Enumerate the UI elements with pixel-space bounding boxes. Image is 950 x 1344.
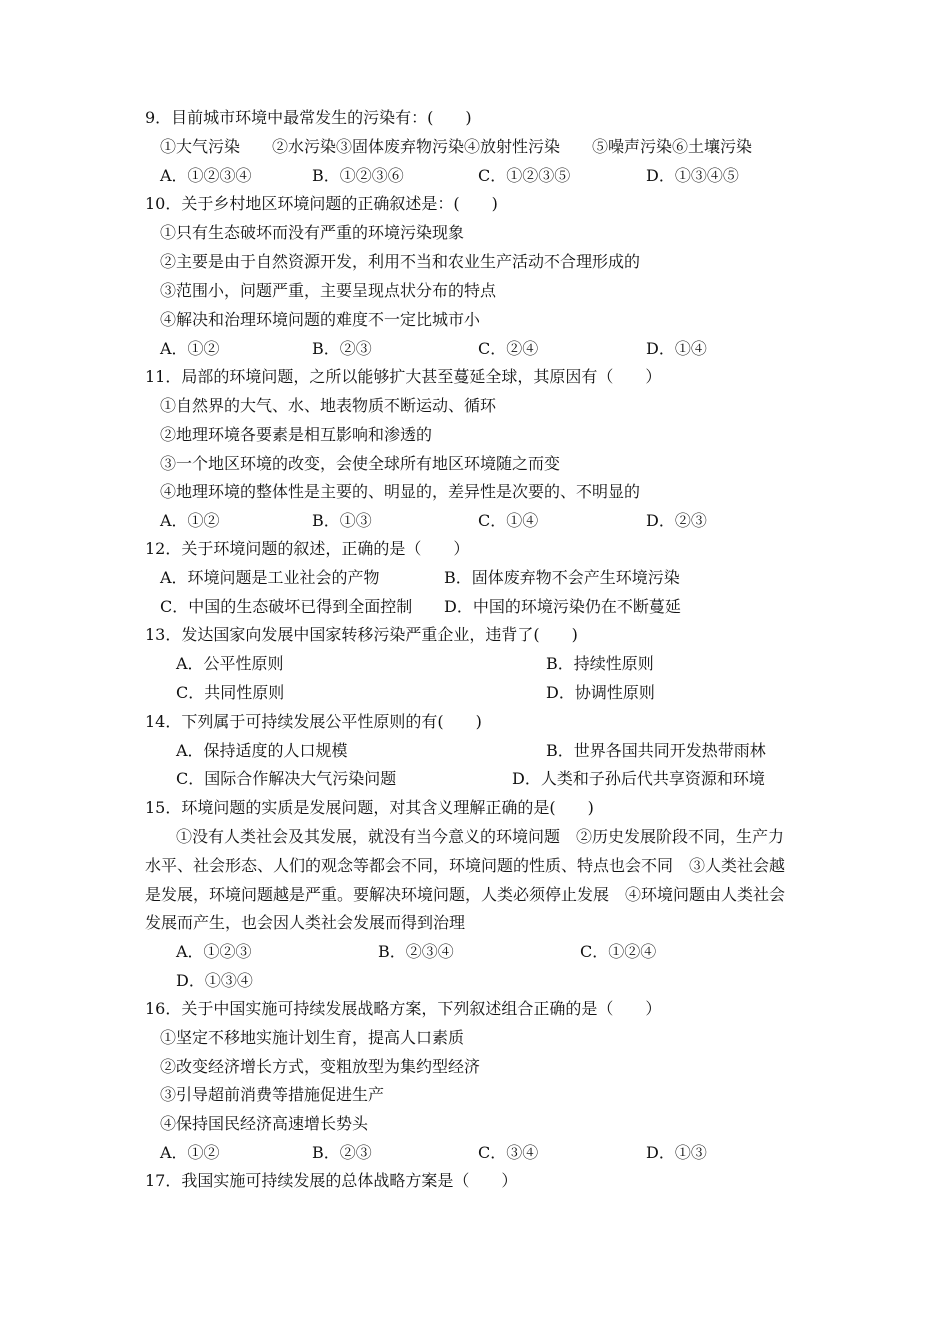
question-15-body-line-4: 发展而产生，也会因人类社会发展而得到治理 xyxy=(145,913,466,932)
question-11-item-4: ④地理环境的整体性是主要的、明显的，差异性是次要的、不明显的 xyxy=(160,482,641,501)
question-9-option-d: D．①③④⑤ xyxy=(646,166,739,185)
question-9-stem: 9．目前城市环境中最常发生的污染有：( ) xyxy=(145,108,472,127)
question-13-stem: 13．发达国家向发展中国家转移污染严重企业，违背了( ) xyxy=(145,625,578,644)
question-10-item-4: ④解决和治理环境问题的难度不一定比城市小 xyxy=(160,310,481,329)
question-10-item-1: ①只有生态破坏而没有严重的环境污染现象 xyxy=(160,223,465,242)
question-12-option-a: A．环境问题是工业社会的产物 xyxy=(160,568,380,587)
question-10-option-b: B．②③ xyxy=(312,339,372,358)
question-15-option-a: A．①②③ xyxy=(176,942,252,961)
question-11-option-a: A．①② xyxy=(160,511,220,530)
question-15-body-line-1: ①没有人类社会及其发展，就没有当今意义的环境问题 ②历史发展阶段不同，生产力 xyxy=(176,827,785,846)
question-15-option-d: D．①③④ xyxy=(176,971,253,990)
question-11-item-3: ③一个地区环境的改变，会使全球所有地区环境随之而变 xyxy=(160,454,561,473)
question-16-option-c: C．③④ xyxy=(478,1143,539,1162)
question-16-item-3: ③引导超前消费等措施促进生产 xyxy=(160,1085,385,1104)
question-10-stem: 10．关于乡村地区环境问题的正确叙述是：( ) xyxy=(145,194,498,213)
question-10-option-c: C．②④ xyxy=(478,339,539,358)
question-17-stem: 17．我国实施可持续发展的总体战略方案是（ ） xyxy=(145,1171,518,1190)
question-16-option-d: D．①③ xyxy=(646,1143,707,1162)
question-13-option-b: B．持续性原则 xyxy=(546,654,654,673)
question-10-option-a: A．①② xyxy=(160,339,220,358)
question-15-stem: 15．环境问题的实质是发展问题，对其含义理解正确的是( ) xyxy=(145,798,594,817)
question-10-option-d: D．①④ xyxy=(646,339,707,358)
question-10-item-2: ②主要是由于自然资源开发，利用不当和农业生产活动不合理形成的 xyxy=(160,252,641,271)
question-11-option-d: D．②③ xyxy=(646,511,707,530)
question-11-item-2: ②地理环境各要素是相互影响和渗透的 xyxy=(160,425,433,444)
question-12-option-d: D．中国的环境污染仍在不断蔓延 xyxy=(444,597,681,616)
question-14-option-c: C．国际合作解决大气污染问题 xyxy=(176,769,397,788)
question-16-option-a: A．①② xyxy=(160,1143,220,1162)
question-9-option-b: B．①②③⑥ xyxy=(312,166,404,185)
question-11-option-b: B．①③ xyxy=(312,511,372,530)
question-15-body-line-2: 水平、社会形态、人们的观念等都会不同，环境问题的性质、特点也会不同 ③人类社会越 xyxy=(145,856,786,875)
question-9-option-c: C．①②③⑤ xyxy=(478,166,571,185)
question-16-stem: 16．关于中国实施可持续发展战略方案，下列叙述组合正确的是（ ） xyxy=(145,999,662,1018)
question-9-items: ①大气污染 ②水污染③固体废弃物污染④放射性污染 ⑤噪声污染⑥土壤污染 xyxy=(160,137,753,156)
question-16-item-4: ④保持国民经济高速增长势头 xyxy=(160,1114,369,1133)
question-9-option-a: A．①②③④ xyxy=(160,166,252,185)
question-16-item-2: ②改变经济增长方式，变粗放型为集约型经济 xyxy=(160,1057,481,1076)
question-15-option-b: B．②③④ xyxy=(378,942,454,961)
question-12-stem: 12．关于环境问题的叙述，正确的是（ ） xyxy=(145,539,470,558)
question-12-option-b: B．固体废弃物不会产生环境污染 xyxy=(444,568,680,587)
question-14-option-d: D．人类和子孙后代共享资源和环境 xyxy=(512,769,765,788)
question-12-option-c: C．中国的生态破坏已得到全面控制 xyxy=(160,597,413,616)
question-14-option-a: A．保持适度的人口规模 xyxy=(176,741,348,760)
question-11-option-c: C．①④ xyxy=(478,511,539,530)
question-10-item-3: ③范围小，问题严重，主要呈现点状分布的特点 xyxy=(160,281,497,300)
question-15-option-c: C．①②④ xyxy=(580,942,657,961)
question-13-option-c: C．共同性原则 xyxy=(176,683,285,702)
question-13-option-d: D．协调性原则 xyxy=(546,683,655,702)
question-11-item-1: ①自然界的大气、水、地表物质不断运动、循环 xyxy=(160,396,497,415)
question-16-item-1: ①坚定不移地实施计划生育，提高人口素质 xyxy=(160,1028,465,1047)
question-16-option-b: B．②③ xyxy=(312,1143,372,1162)
question-13-option-a: A．公平性原则 xyxy=(176,654,284,673)
question-14-stem: 14．下列属于可持续发展公平性原则的有( ) xyxy=(145,712,482,731)
question-11-stem: 11．局部的环境问题，之所以能够扩大甚至蔓延全球，其原因有（ ） xyxy=(145,367,662,386)
question-14-option-b: B．世界各国共同开发热带雨林 xyxy=(546,741,766,760)
question-15-body-line-3: 是发展，环境问题越是严重。要解决环境问题，人类必须停止发展 ④环境问题由人类社会 xyxy=(145,885,786,904)
